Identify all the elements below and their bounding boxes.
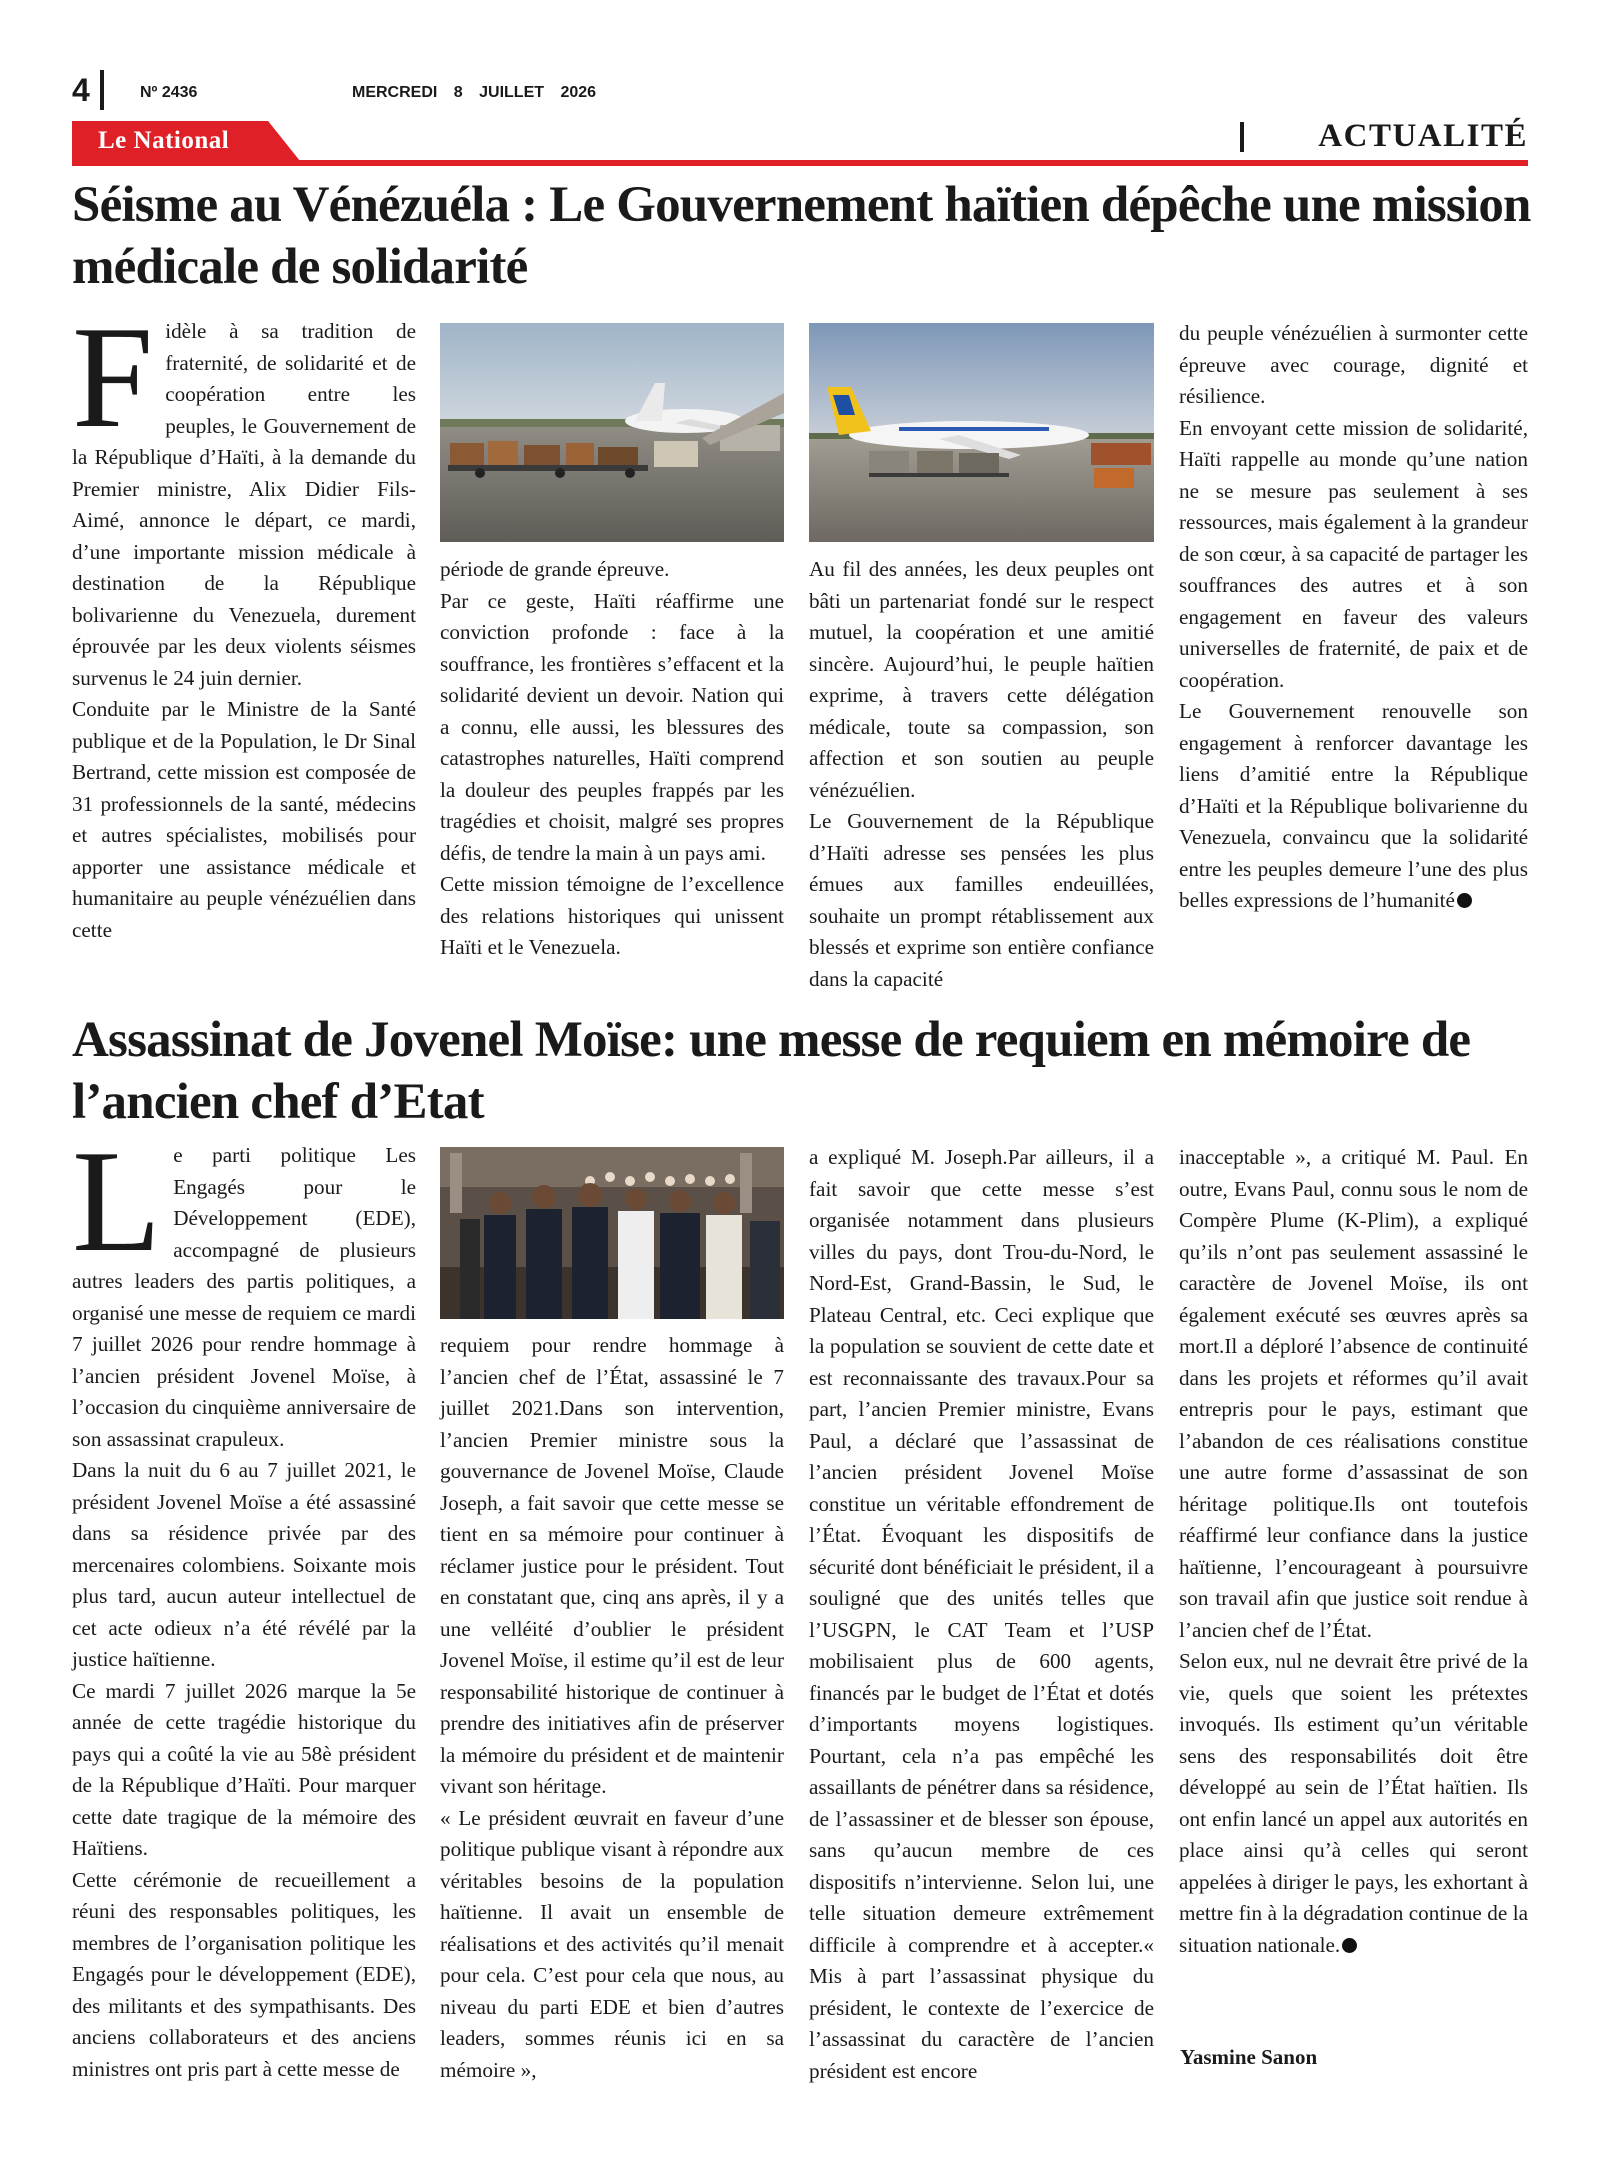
aircraft-tarmac-photo bbox=[809, 323, 1154, 542]
article2-col2-paragraph: « Le président œuvrait en faveur d’une politique publique visant à répondre aux véritables besoins de la population haïtienne. Il avait un ensemble de réalisations et des activités qu’il menait pour cela. C’est pour cela que nous, au niveau du parti EDE et bien d’autres leaders, sommes réunis ici en sa mémoire », bbox=[440, 1805, 784, 2082]
article1-headline: Séisme au Vénézuéla : Le Gouvernement haïtien dépêche une mission médicale de solidarité bbox=[72, 177, 1531, 295]
article1-dropcap: F bbox=[72, 296, 154, 458]
article1-column-4 bbox=[1179, 318, 1528, 917]
article2-photo bbox=[440, 1147, 784, 1319]
article2-column-2 bbox=[440, 1330, 784, 2086]
article2-col4-paragraph: Selon eux, nul ne devrait être privé de la vie, quels que soient les prétextes invoqués. Ils estiment qu’un véritable sens des responsabilités doit être développé au sein de l’État haïtien. Ils ont enfin lancé un appel aux autorités en place ainsi qu’à celles qui seront appelées à diriger le pays, les exhortant à mettre fin à la dégradation continue de la situation nationale. bbox=[1179, 1649, 1528, 1957]
article2-col3-paragraph: a expliqué M. Joseph.Par ailleurs, il a fait savoir que cette messe s’est organisée notamment dans plusieurs villes du pays, dont Trou-du-Nord, le Nord-Est, Grand-Bassin, le Sud, le Plateau Central, etc. Ceci explique que la population se souvient de cette date et est reconnaissante des travaux.Pour sa part, l’ancien Premier ministre, Evans Paul, a déclaré que l’assassinat de l’ancien président Jovenel Moïse constitue un véritable effondrement de l’État. Évoquant les dispositifs de sécurité dont bénéficiait le président, il a souligné que des unités telles que l’USGPN, le CAT Team et l’USP mobilisaient plus de 600 agents, financés par le budget de l’État et dotés d’importants moyens logistiques. Pourtant, cela n’a pas empêché les assaillants de pénétrer dans sa résidence, de l’assassiner et de blesser son épouse, sans qu’aucun membre de ces dispositifs n’intervienne. Selon lui, une telle situation demeure extrêmement difficile à comprendre et à accepter.« Mis à part l’assassinat physique du président, le contexte de l’exercice de l’assassinat du caractère de l’ancien président est encore bbox=[809, 1145, 1154, 2083]
article1-col4-paragraph: Le Gouvernement renouvelle son engagement à renforcer davantage les liens d’amitié entre la République d’Haïti et la République bolivarienne du Venezuela, convaincu que la solidarité entre les peuples demeure l’une des plus belles expressions de l’humanité bbox=[1179, 699, 1528, 912]
section-title: ACTUALITÉ bbox=[1318, 118, 1528, 154]
article1-col2-paragraph: Cette mission témoigne de l’excellence des relations historiques qui unissent Haïti et le Venezuela. bbox=[440, 872, 784, 959]
page-number-divider bbox=[100, 70, 104, 110]
article1-col3-paragraph: Le Gouvernement de la République d’Haïti adresse ses pensées les plus émues aux familles endeuillées, souhaite un prompt rétablissement aux blessés et exprime son entière confiance dans la capacité bbox=[809, 809, 1154, 991]
section-divider bbox=[1240, 122, 1244, 152]
brand-name: Le National bbox=[98, 127, 230, 154]
article1-col1-paragraph: Conduite par le Ministre de la Santé publique et de la Population, le Dr Sinal Bertrand, cette mission est composée de 31 professionnels de la santé, médecins et autres spécialistes, mobilisés pour apporter une assistance médicale et humanitaire au peuple vénézuélien dans cette bbox=[72, 697, 416, 942]
article2-column-4 bbox=[1179, 1142, 1528, 1961]
article1-column-3 bbox=[809, 554, 1154, 995]
article2-dropcap: L bbox=[72, 1120, 162, 1282]
article1-column-1 bbox=[72, 296, 416, 946]
article2-column-1 bbox=[72, 1120, 416, 2085]
article2-col1-paragraph: Dans la nuit du 6 au 7 juillet 2021, le président Jovenel Moïse a été assassiné dans sa résidence privée par des mercenaires colombiens. Soixante mois plus tard, aucun auteur intellectuel de cet acte odieux n’a été révélé par la justice haïtienne. bbox=[72, 1458, 416, 1671]
article1-col2-paragraph: période de grande épreuve. bbox=[440, 557, 670, 581]
article1-col4-paragraph: du peuple vénézuélien à surmonter cette épreuve avec courage, dignité et résilience. bbox=[1179, 321, 1528, 408]
author-byline: Yasmine Sanon bbox=[1180, 2045, 1318, 2069]
article2-headline: Assassinat de Jovenel Moïse: une messe de requiem en mémoire de l’ancien chef d’Etat bbox=[72, 1012, 1471, 1130]
article1-col1-paragraph: Fidèle à sa tradition de fraternité, de solidarité et de coopération entre les peuples, le Gouvernement de la République d’Haïti, à la demande du Premier ministre, Alix Didier Fils-Aimé, annonce le départ, ce mardi, d’une importante mission médicale à destination de la République bolivarienne du Venezuela, durement éprouvée par les deux violents séismes survenus le 24 juin dernier. bbox=[72, 296, 416, 690]
article2-column-3 bbox=[809, 1142, 1154, 2087]
issue-number: Nº 2436 bbox=[140, 84, 198, 101]
header-rule bbox=[72, 160, 1528, 166]
article1-col2-paragraph: Par ce geste, Haïti réaffirme une conviction profonde : face à la souffrance, les frontières s’effacent et la solidarité devient un devoir. Nation qui a connu, elle aussi, les blessures des catastrophes naturelles, Haïti comprend la douleur des peuples frappés par les tragédies et choisit, malgré ses propres défis, de tendre la main à un pays ami. bbox=[440, 588, 784, 865]
aircraft-loading-photo bbox=[440, 323, 784, 542]
article2-col4-paragraph: inacceptable », a critiqué M. Paul. En outre, Evans Paul, connu sous le nom de Compère Plume (K-Plim), a expliqué qu’ils n’ont pas seulement assassiné le caractère de Jovenel Moïse, ils ont également exécuté ses œuvres après sa mort.Il a déploré l’absence de continuité dans les projets et réformes qu’il avait entrepris pour le pays, estimant que l’abandon de ces réalisations constitue une autre forme d’assassinat de son héritage politique.Ils ont toutefois réaffirmé leur confiance dans la justice haïtienne, l’encourageant à poursuivre son travail afin que justice soit rendue à l’ancien chef de l’État. bbox=[1179, 1145, 1528, 1642]
article-end-icon bbox=[1342, 1938, 1357, 1953]
article2-col1-paragraph: Le parti politique Les Engagés pour le Développement (EDE), accompagné de plusieurs autres leaders des partis politiques, a organisé une messe de requiem ce mardi 7 juillet 2026 pour rendre hommage à l’ancien président Jovenel Moïse, à l’occasion du cinquième anniversaire de son assassinat crapuleux. bbox=[72, 1120, 416, 1451]
article2-col1-paragraph: Ce mardi 7 juillet 2026 marque la 5e année de cette tragédie historique du pays qui a coûté la vie au 58è président de la République d’Haïti. Pour marquer cette date tragique de la mémoire des Haïtiens. bbox=[72, 1678, 416, 1860]
article1-photo-1 bbox=[440, 323, 784, 542]
article-end-icon bbox=[1457, 893, 1472, 908]
article1-photo-2 bbox=[809, 323, 1154, 542]
article2-col2-paragraph: requiem pour rendre hommage à l’ancien chef de l’État, assassiné le 7 juillet 2021.Dans son intervention, l’ancien Premier ministre sous la gouvernance de Jovenel Moïse, Claude Joseph, a fait savoir que cette messe se tient en sa mémoire pour continuer à réclamer justice pour le président. Tout en constatant que, cinq ans après, il y a une velléité d’oublier le président Jovenel Moïse, il estime qu’il est de leur responsabilité historique de continuer à prendre des initiatives afin de préserver la mémoire du président et de maintenir vivant son héritage. bbox=[440, 1333, 784, 1798]
article1-col4-paragraph: En envoyant cette mission de solidarité, Haïti rappelle au monde qu’une nation ne se mesure pas seulement à ses ressources, mais également à la grandeur de son cœur, à sa capacité de partager les souffrances des autres et à son engagement en faveur des valeurs universelles de fraternité, de paix et de coopération. bbox=[1179, 415, 1528, 692]
issue-date: MERCREDI 8 JUILLET 2026 bbox=[352, 84, 597, 101]
article1-column-2 bbox=[440, 554, 784, 964]
requiem-mass-photo bbox=[440, 1147, 784, 1319]
article1-col3-paragraph: Au fil des années, les deux peuples ont bâti un partenariat fondé sur le respect mutuel, la coopération et une amitié sincère. Aujourd’hui, le peuple haïtien exprime, à travers cette délégation médicale, toute sa compassion, son affection et son soutien au peuple vénézuélien. bbox=[809, 557, 1154, 802]
page-number: 4 bbox=[72, 72, 90, 108]
article2-col1-paragraph: Cette cérémonie de recueillement a réuni des responsables politiques, les membres de l’organisation politique les Engagés pour le développement (EDE), des militants et des sympathisants. Des anciens collaborateurs et des anciens ministres ont pris part à cette messe de bbox=[72, 1867, 416, 2081]
